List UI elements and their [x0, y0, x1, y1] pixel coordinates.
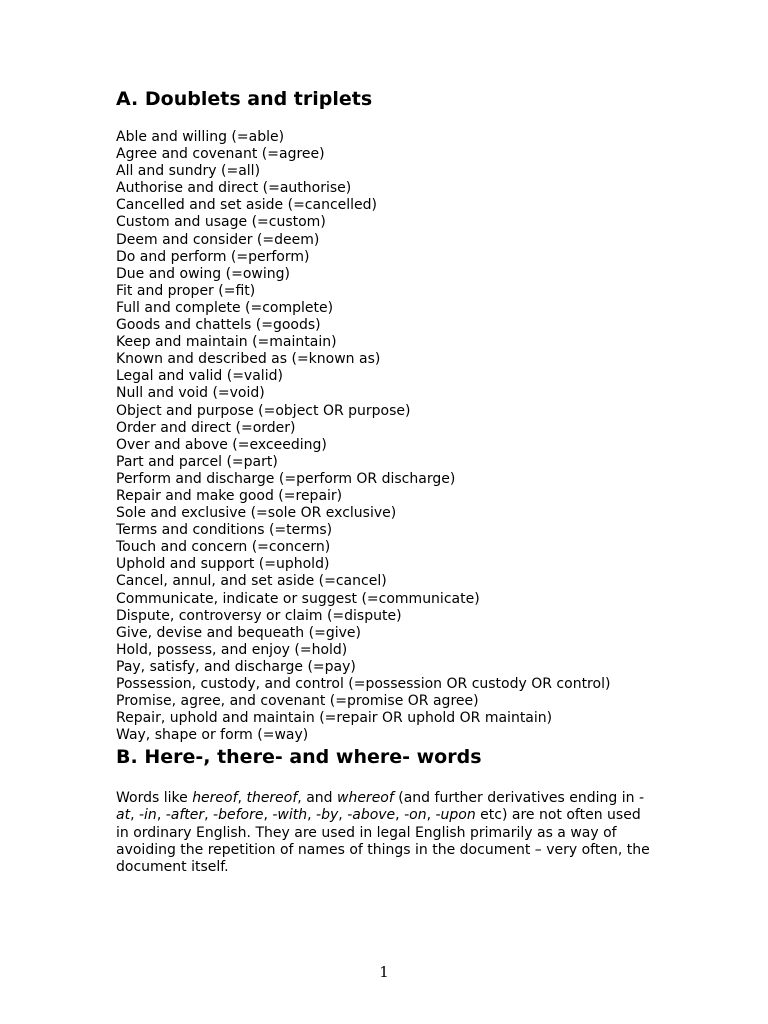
list-item: Agree and covenant (=agree) — [116, 146, 325, 163]
list-item: Deem and consider (=deem) — [116, 231, 320, 248]
list-item: Keep and maintain (=maintain) — [116, 334, 337, 351]
list-item: Pay, satisfy, and discharge (=pay) — [116, 658, 356, 675]
list-item: Possession, custody, and control (=possession OR custody OR control) — [116, 676, 611, 692]
paragraph-text: , — [156, 807, 166, 824]
list-item: Legal and valid (=valid) — [116, 368, 283, 385]
list-item: Custom and usage (=custom) — [116, 214, 326, 231]
paragraph-text: , and — [297, 790, 337, 807]
suffix-with: -with — [272, 807, 308, 824]
list-item: Over and above (=exceeding) — [116, 436, 327, 453]
list-item: Full and complete (=complete) — [116, 299, 334, 316]
suffix-at: -at — [116, 790, 645, 824]
list-item: Part and parcel (=part) — [116, 453, 278, 470]
list-item: Cancel, annul, and set aside (=cancel) — [116, 573, 387, 590]
suffix-after: -after — [165, 807, 205, 824]
list-item: Null and void (=void) — [116, 385, 265, 402]
paragraph-text: (and further derivatives ending in — [393, 790, 639, 807]
paragraph-text: , — [204, 807, 214, 824]
list-item: Fit and proper (=fit) — [116, 282, 256, 299]
list-item: Able and willing (=able) — [116, 129, 285, 145]
term-thereof: thereof — [246, 790, 298, 807]
list-item: Touch and concern (=concern) — [116, 539, 331, 556]
list-item: Dispute, controversy or claim (=dispute) — [116, 607, 402, 624]
list-item: Terms and conditions (=terms) — [116, 522, 333, 539]
list-item: Uphold and support (=uphold) — [116, 556, 330, 573]
term-hereof: hereof — [192, 790, 238, 807]
list-item: Way, shape or form (=way) — [116, 727, 309, 744]
list-item: Order and direct (=order) — [116, 419, 296, 436]
paragraph-text: Words like — [116, 790, 193, 807]
paragraph-text: , — [338, 807, 348, 824]
suffix-in: -in — [138, 807, 157, 824]
list-item: Hold, possess, and enjoy (=hold) — [116, 641, 348, 658]
suffix-on: -on — [404, 807, 427, 824]
section-b-heading: B. Here-, there- and where- words — [116, 746, 482, 769]
paragraph-text: , — [130, 807, 139, 824]
list-item: Object and purpose (=object OR purpose) — [116, 402, 411, 419]
list-item: Promise, agree, and covenant (=promise OR agree) — [116, 693, 479, 710]
list-item: Perform and discharge (=perform OR discharge) — [116, 470, 456, 487]
list-item: Sole and exclusive (=sole OR exclusive) — [116, 505, 397, 522]
paragraph-text: , — [395, 807, 405, 824]
suffix-before: -before — [213, 807, 264, 824]
page-content — [116, 86, 676, 876]
list-item: Authorise and direct (=authorise) — [116, 180, 352, 197]
paragraph-text: etc) are not often used in ordinary English. They are used in legal English primarily as a way of avoiding the repetition of names of things in the document – very often, the document itself. — [116, 807, 650, 875]
list-item: Due and owing (=owing) — [116, 265, 290, 282]
term-whereof: whereof — [337, 790, 394, 807]
suffix-above: -above — [347, 807, 396, 824]
paragraph-text: , — [237, 790, 247, 807]
doublets-triplets-list — [116, 129, 676, 744]
list-item: Repair and make good (=repair) — [116, 487, 343, 504]
list-item: Give, devise and bequeath (=give) — [116, 624, 361, 641]
list-item: Goods and chattels (=goods) — [116, 317, 321, 334]
list-item: Do and perform (=perform) — [116, 248, 310, 265]
paragraph-text: , — [263, 807, 273, 824]
section-b-paragraph — [116, 790, 656, 875]
list-item: Communicate, indicate or suggest (=communicate) — [116, 590, 480, 607]
suffix-upon: -upon — [435, 807, 476, 824]
section-a-heading: A. Doublets and triplets — [116, 88, 373, 110]
list-item: All and sundry (=all) — [116, 163, 261, 180]
paragraph-text: , — [426, 807, 436, 824]
page-number: 1 — [379, 963, 389, 981]
paragraph-text: , — [307, 807, 317, 824]
list-item: Repair, uphold and maintain (=repair OR uphold OR maintain) — [116, 710, 553, 727]
suffix-by: -by — [316, 807, 339, 824]
list-item: Known and described as (=known as) — [116, 351, 381, 368]
list-item: Cancelled and set aside (=cancelled) — [116, 197, 378, 214]
